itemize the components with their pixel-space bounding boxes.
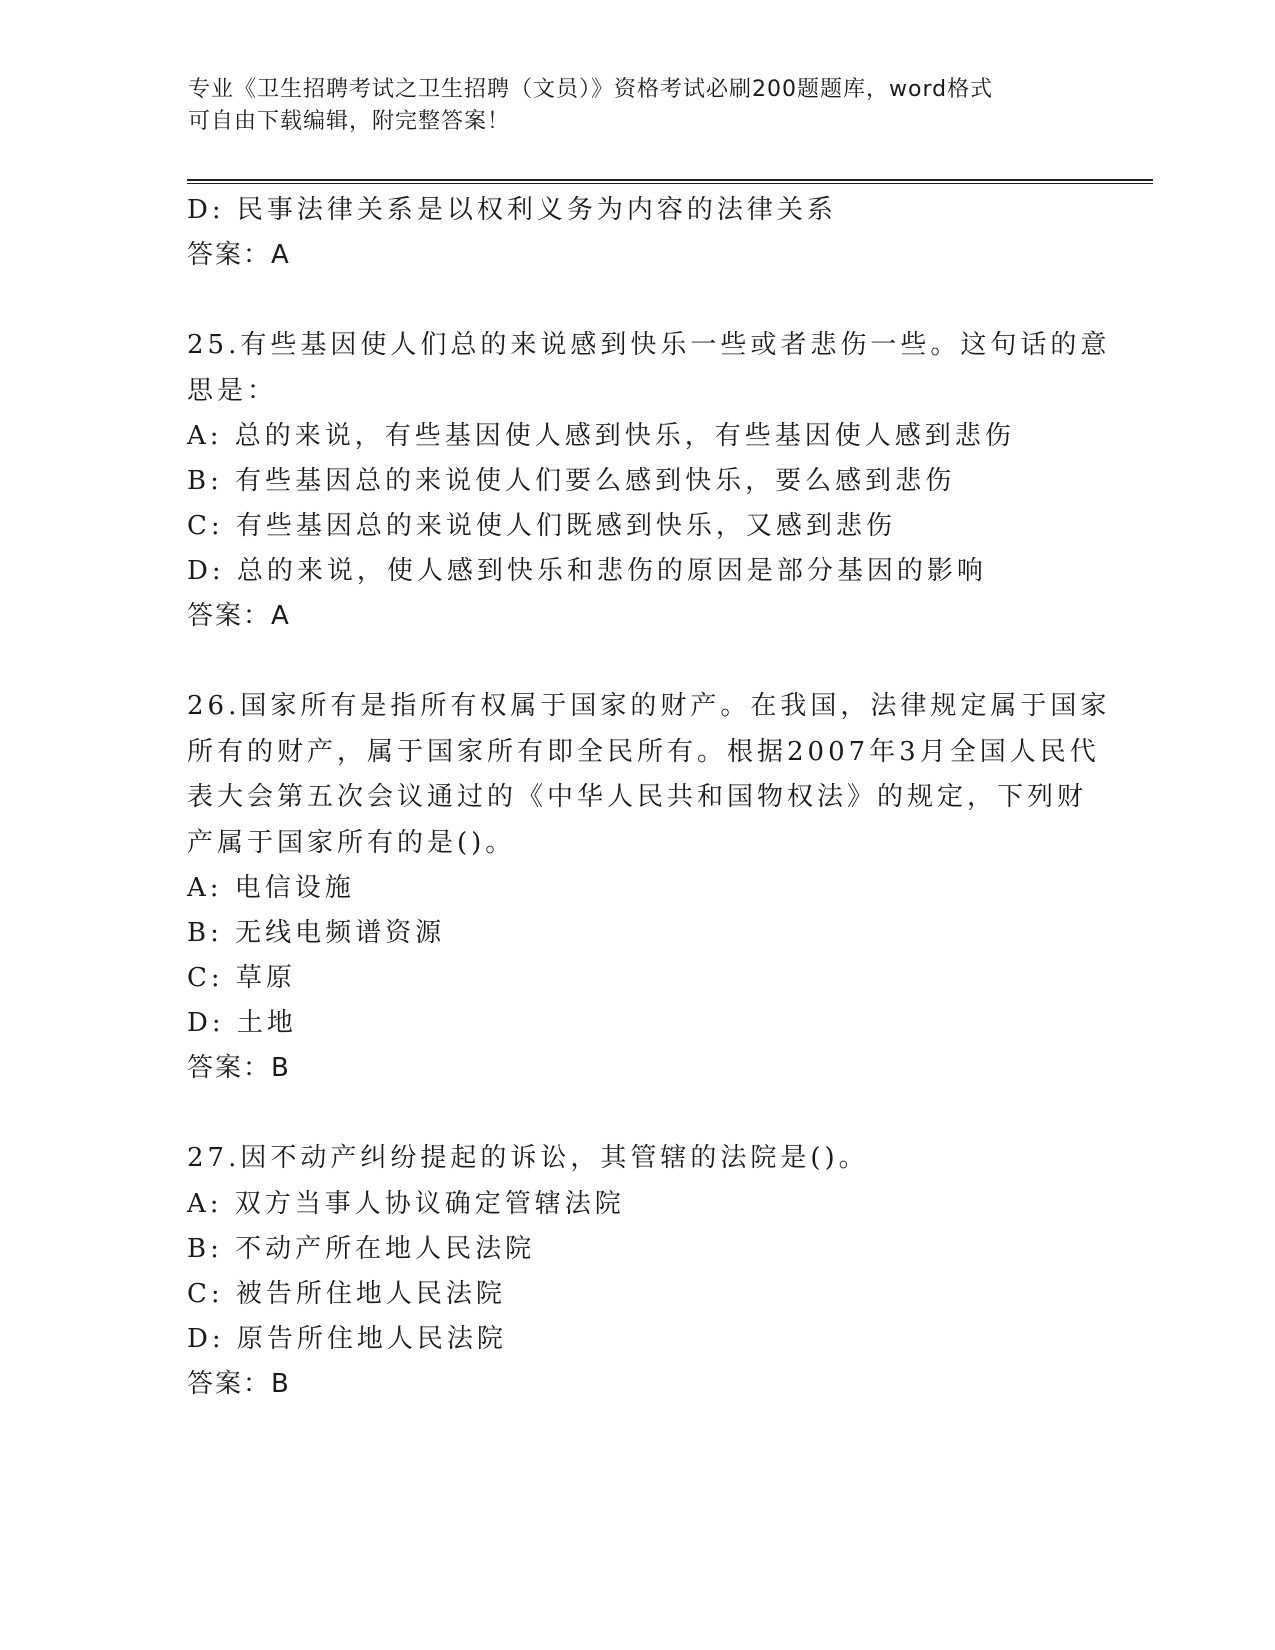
option-b: B: 不动产所在地人民法院 xyxy=(187,1233,536,1264)
answer-line: 答案：B xyxy=(187,1368,291,1399)
header-line-1: 专业《卫生招聘考试之卫生招聘（文员）》资格考试必刷200题题库，word格式 xyxy=(188,77,994,102)
option-a: A: 电信设施 xyxy=(187,873,355,903)
option-d: D: 土地 xyxy=(187,1008,297,1038)
option-d: D: 原告所住地人民法院 xyxy=(187,1323,507,1354)
option-c: C: 被告所住地人民法院 xyxy=(187,1278,506,1309)
question-list xyxy=(187,188,1111,1407)
header-divider xyxy=(187,179,1153,184)
question-stem: 产属于国家所有的是()。 xyxy=(187,827,516,858)
option-d: D: 总的来说，使人感到快乐和悲伤的原因是部分基因的影响 xyxy=(187,556,987,586)
header-line-2: 可自由下载编辑，附完整答案！ xyxy=(188,109,511,134)
option-a: A: 总的来说，有些基因使人感到快乐，有些基因使人感到悲伤 xyxy=(187,421,1015,451)
answer-line: 答案：A xyxy=(187,601,291,631)
option-a: A: 双方当事人协议确定管辖法院 xyxy=(187,1188,625,1219)
question-stem: 表大会第五次会议通过的《中华人民共和国物权法》的规定，下列财 xyxy=(187,782,1088,812)
answer-line: 答案：B xyxy=(187,1053,291,1083)
question-stem: 25.有些基因使人们总的来说感到快乐一些或者悲伤一些。这句话的意 xyxy=(187,330,1111,360)
option-b: B: 无线电频谱资源 xyxy=(187,918,446,948)
question-stem: 思是： xyxy=(187,375,278,406)
question-26 xyxy=(187,684,1111,1091)
option-d: D: 民事法律关系是以权利义务为内容的法律关系 xyxy=(187,195,837,225)
question-25 xyxy=(187,323,1111,639)
option-b: B: 有些基因总的来说使人们要么感到快乐，要么感到悲伤 xyxy=(187,466,956,496)
option-c: C: 有些基因总的来说使人们既感到快乐，又感到悲伤 xyxy=(187,511,896,541)
option-c: C: 草原 xyxy=(187,963,296,993)
answer-line: 答案：A xyxy=(187,240,291,270)
question-27 xyxy=(187,1136,1087,1407)
question-stem: 所有的财产，属于国家所有即全民所有。根据2007年3月全国人民代 xyxy=(187,736,1100,767)
continued-question xyxy=(187,188,1087,278)
question-stem: 26.国家所有是指所有权属于国家的财产。在我国，法律规定属于国家 xyxy=(187,691,1111,721)
question-stem: 27.因不动产纠纷提起的诉讼，其管辖的法院是()。 xyxy=(187,1143,869,1173)
page-header xyxy=(188,74,1068,138)
